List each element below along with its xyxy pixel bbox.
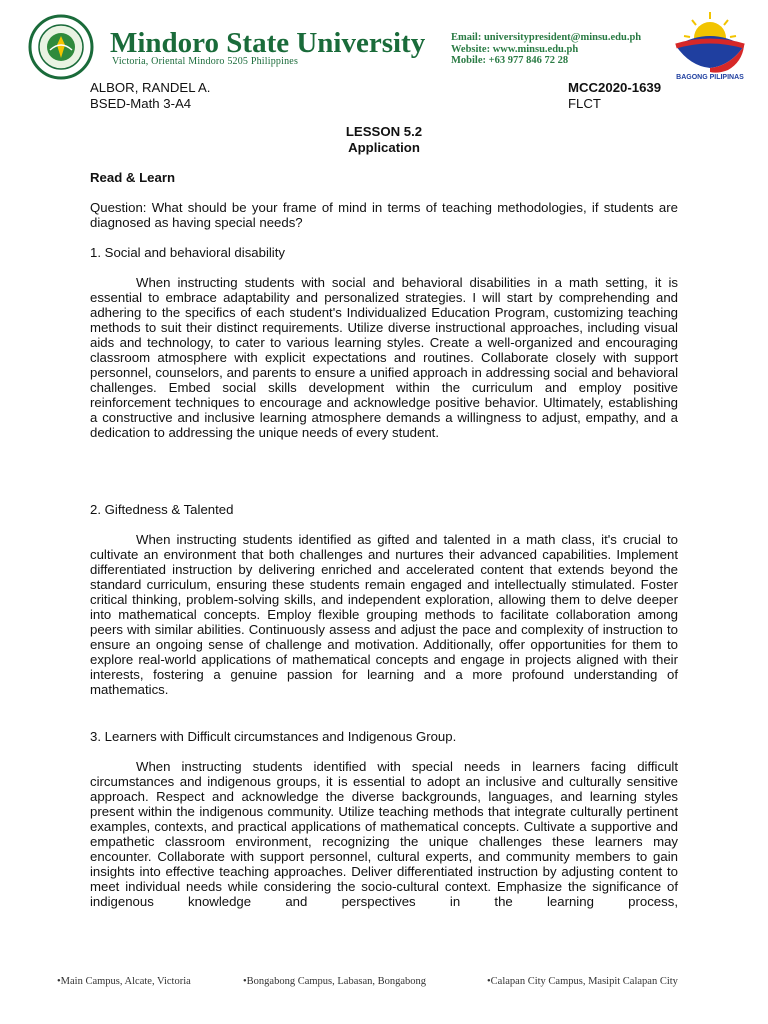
university-seal-icon [28,14,94,80]
contact-mobile: Mobile: +63 977 846 72 28 [451,55,569,66]
question-text: Question: What should be your frame of mind in terms of teaching methodologies, if students are diagnosed as having special needs? [90,200,678,230]
lesson-subtitle: Application [348,140,420,155]
section-1-body: When instructing students with social and behavioral disabilities in a math setting, it is essential to embrace adaptability and personalized strategies. I will start by comprehending and adhering to the specifics of each student's Individualized Education Program, customizing teaching methods to suit their distinct requirements. Utilize diverse instructional approaches, including visual aids and technology, to cater to various learning styles. Create a well-organized and encouraging classroom atmosphere with explicit expectations and routines. Collaborate closely with support personnel, counselors, and parents to ensure a unified approach in addressing social and behavioral challenges. Embed social skills development within the curriculum and employ positive reinforcement techniques to encourage and acknowledge positive behavior. Ultimately, establishing a constructive and inclusive learning atmosphere demands a willingness to adjust, empathy, and a dedication to addressing the unique needs of every student. [90,275,678,440]
student-info-row-2 [90,96,678,111]
section-2-body: When instructing students identified as gifted and talented in a math class, it's crucial to cultivate an environment that both challenges and nurtures their advanced capabilities. Implement differentiated instruction by delivering enriched and accelerated content that extends beyond the standard curriculum, ensuring these students remain engaged and intellectually stimulated. Foster critical thinking, problem-solving skills, and independent exploration, allowing them to delve deeper into mathematical concepts. Employ flexible grouping methods to facilitate collaboration among peers with similar abilities. Continuously assess and adjust the pace and complexity of instruction to ensure an ongoing sense of challenge and motivation. Additionally, offer opportunities for them to explore real-world applications of mathematical concepts and engage in projects aligned with their interests, fostering a genuine passion for learning and a more profound understanding of mathematics. [90,532,678,697]
university-address: Victoria, Oriental Mindoro 5205 Philippines [112,56,299,67]
university-name: Mindoro State University [110,27,426,59]
contact-info [451,32,641,67]
bagong-pilipinas-logo-icon [670,10,750,80]
lesson-title: LESSON 5.2 [345,124,423,139]
bagong-pilipinas-label: BAGONG PILIPINAS [676,74,744,80]
student-name: ALBOR, RANDEL A. [90,80,211,95]
student-id: MCC2020-1639 [568,80,662,95]
student-info-row-1 [90,80,678,95]
contact-website: Website: www.minsu.edu.ph [451,43,579,55]
read-learn-heading: Read & Learn [90,170,176,185]
letterhead [0,0,768,80]
section-3-heading: 3. Learners with Difficult circumstances and Indigenous Group. [90,729,457,744]
course-code: FLCT [568,96,601,111]
section-2-heading: 2. Giftedness & Talented [90,502,234,517]
footer-campuses [0,976,768,996]
section-1-heading: 1. Social and behavioral disability [90,245,285,260]
student-section: BSED-Math 3-A4 [90,96,192,111]
footer-campus-main: •Main Campus, Alcate, Victoria [57,976,191,987]
footer-campus-calapan: •Calapan City Campus, Masipit Calapan City [487,976,678,987]
section-3-body: When instructing students identified with special needs in learners facing difficult circumstances and indigenous groups, it is essential to adopt an inclusive and culturally sensitive approach. Respect and acknowledge the diverse backgrounds, languages, and learning styles present within the indigenous community. Utilize teaching methods that integrate culturally pertinent examples, contexts, and practical applications of mathematical concepts. Cultivate a supportive and empathetic classroom environment, recognizing the unique challenges these learners may encounter. Collaborate with support personnel, cultural experts, and community members to gain insights into effective teaching approaches. Deliver differentiated instruction by adjusting content to meet individual needs while considering the socio-cultural context. Emphasize the significance of indigenous knowledge and perspectives in the learning process, [90,759,678,909]
footer-campus-bongabong: •Bongabong Campus, Labasan, Bongabong [243,976,427,987]
contact-email: Email: universitypresident@minsu.edu.ph [451,32,642,43]
